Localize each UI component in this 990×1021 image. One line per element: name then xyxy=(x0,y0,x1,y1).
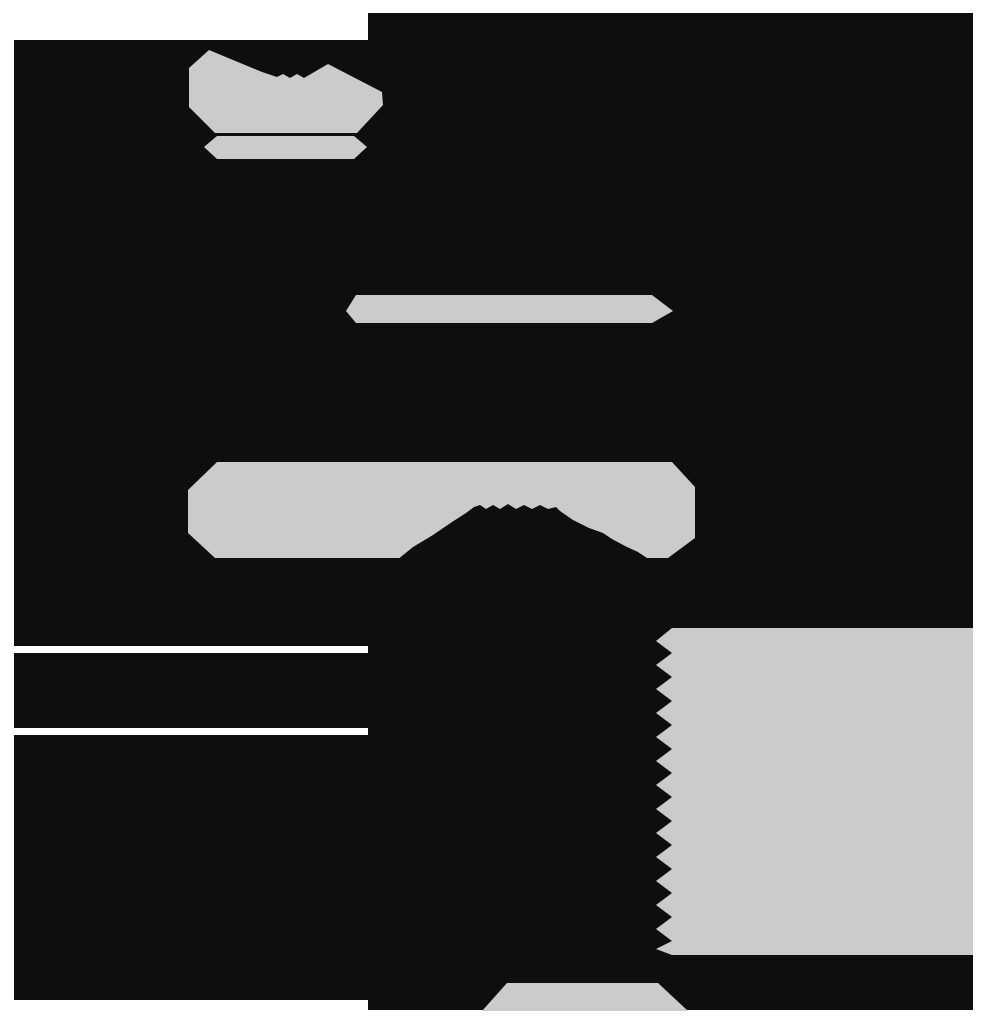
white-slit-top xyxy=(14,646,368,653)
white-slit-bottom xyxy=(14,728,368,735)
ribbon-lower-bar xyxy=(204,136,367,159)
middle-hexagon-bar xyxy=(346,295,673,323)
bottom-trapezoid xyxy=(482,983,688,1011)
zigzag-edge-panel xyxy=(656,628,973,955)
